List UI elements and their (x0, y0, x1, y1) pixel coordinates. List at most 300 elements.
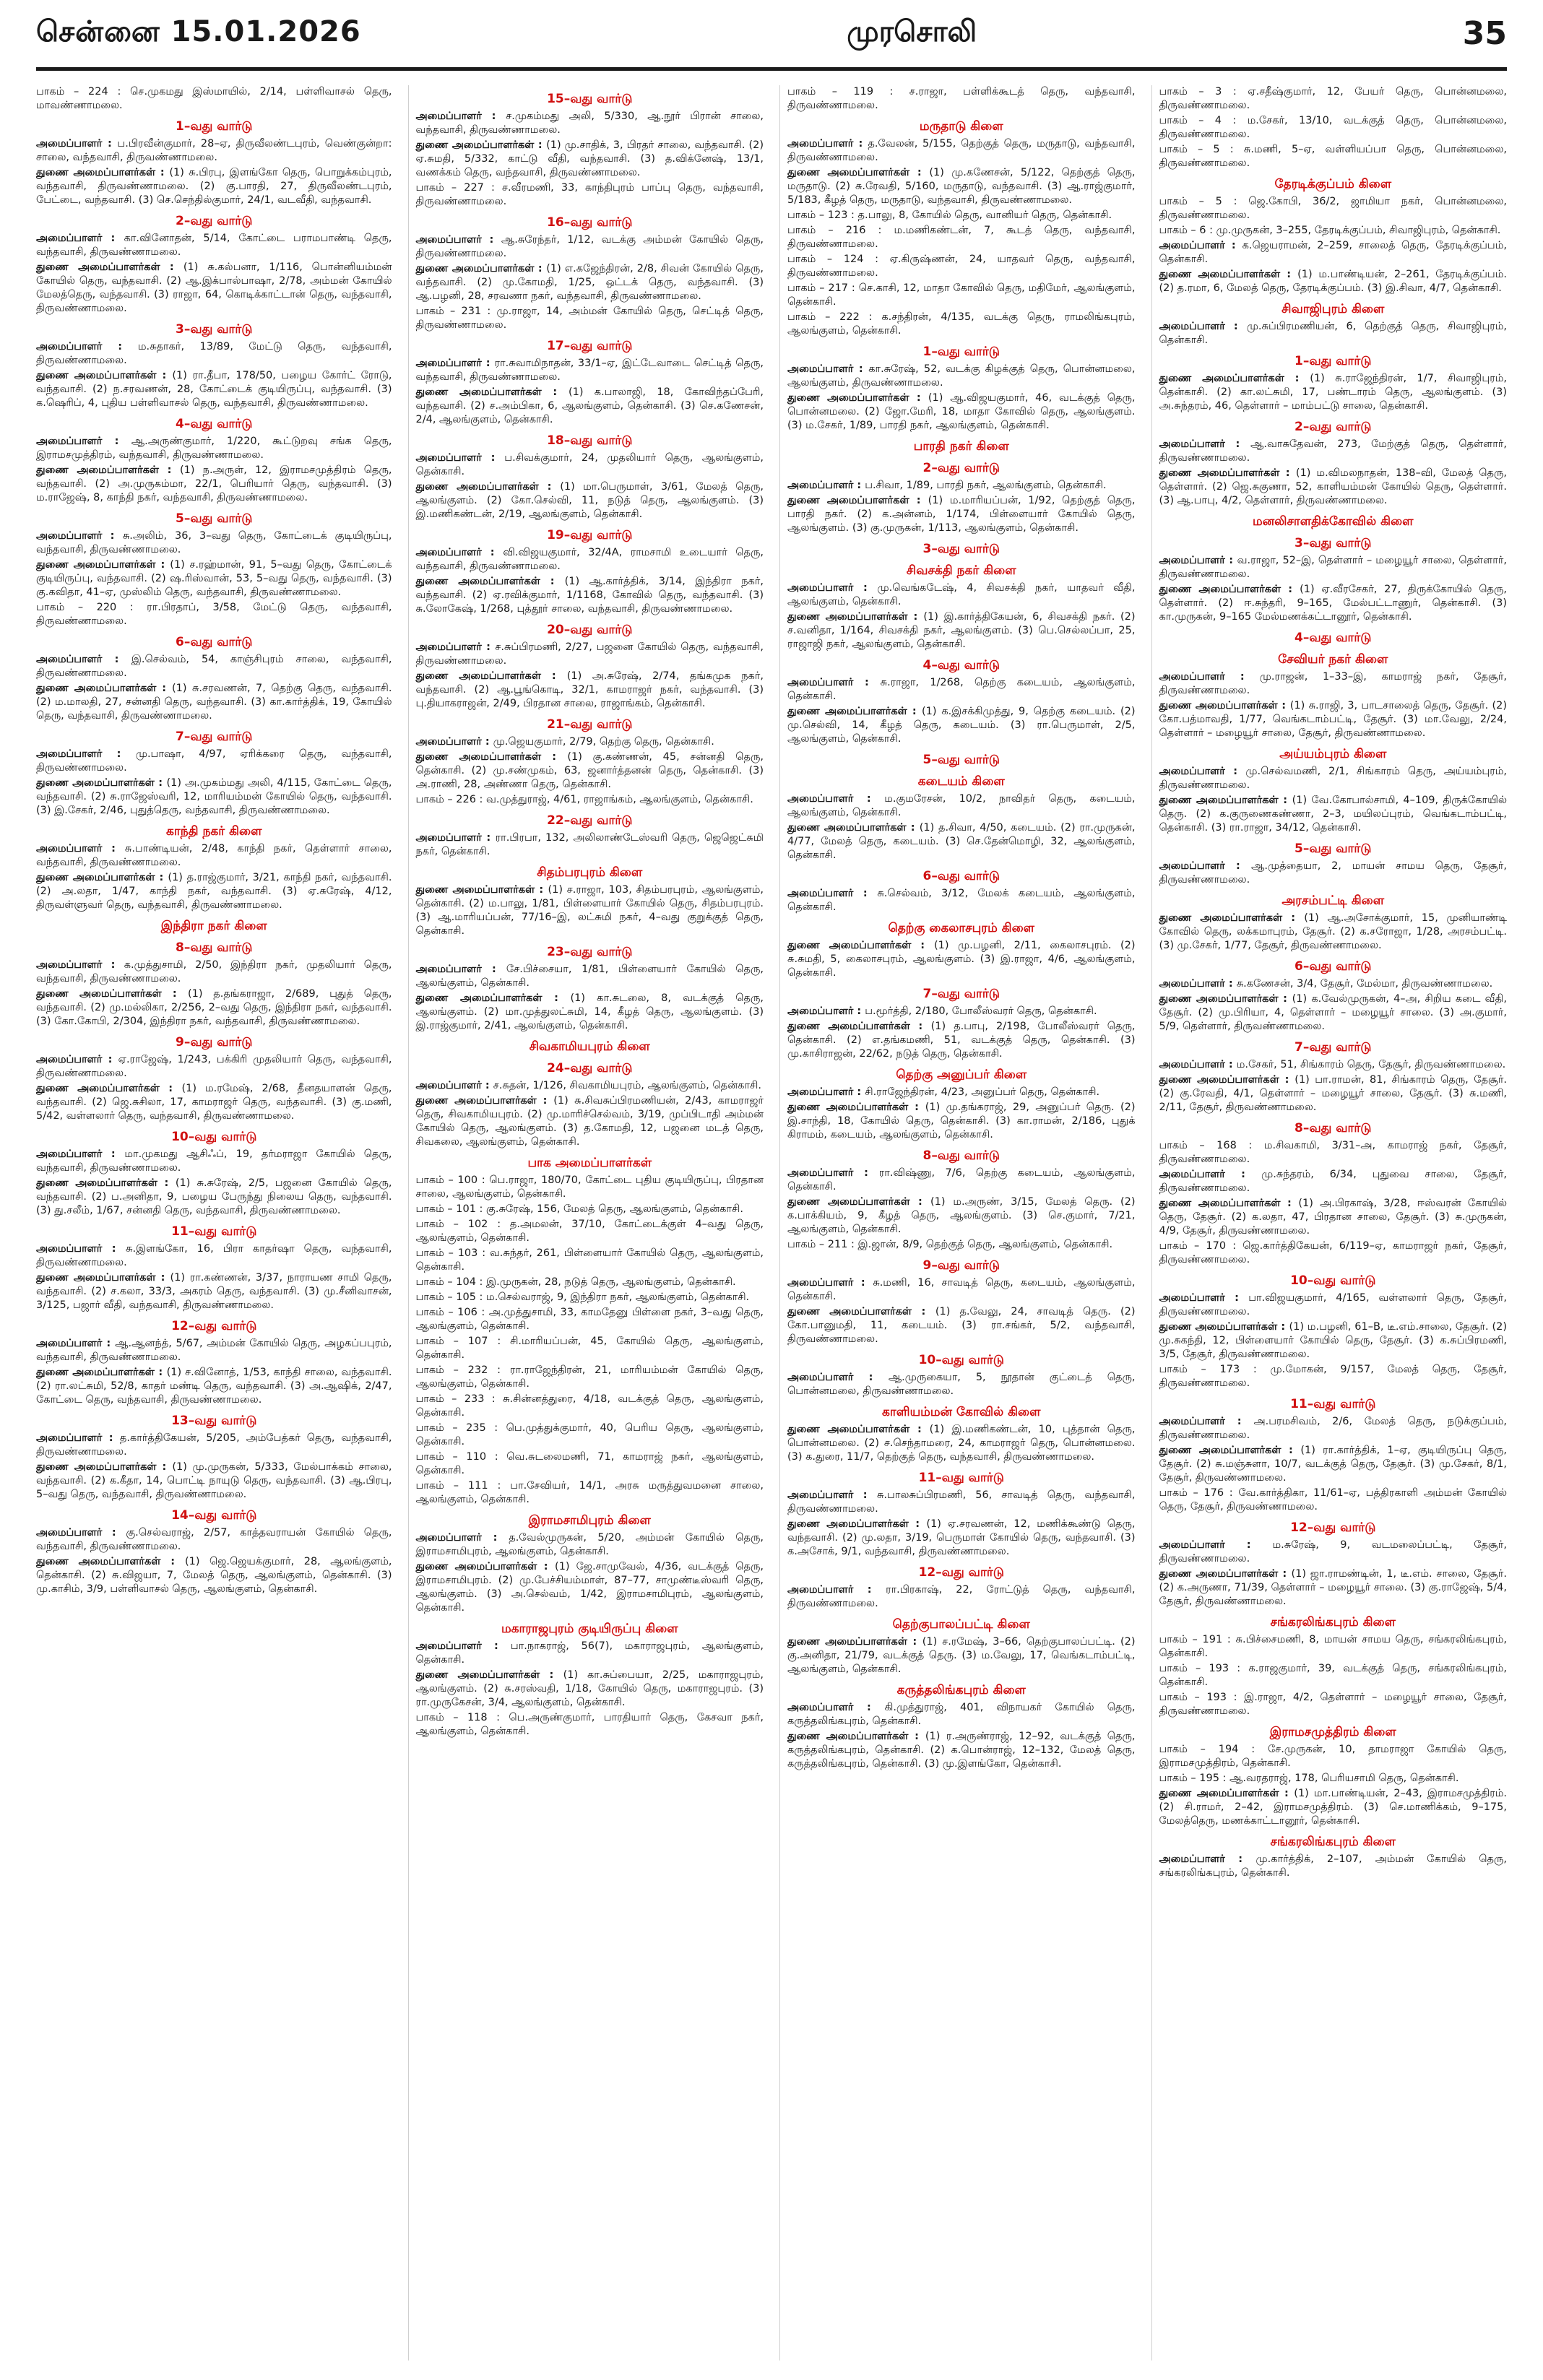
section-heading: 13–வது வார்டு (171, 1414, 257, 1428)
role-label: துணை அமைப்பாளர்கள் : (787, 1518, 927, 1530)
role-label: அமைப்பாளர் : (36, 654, 131, 665)
deputy-organizers-entry (36, 871, 392, 912)
entry-text: பாகம் – 106 : அ.முத்துசாமி, 33, காமதேனு பிள்ளை நகர், 3–வது தெரு, ஆலங்குளம், தென்காசி. (415, 1307, 764, 1332)
role-label: அமைப்பாளர் : (1159, 321, 1247, 332)
listing-block (36, 85, 392, 207)
listing-block (787, 1067, 1136, 1142)
entry-text: பாகம் – 217 : செ.காசி, 12, மாதா கோவில் தெரு, மதிமேர், ஆலங்குளம், தென்காசி. (787, 282, 1136, 308)
listing-block (787, 1470, 1136, 1559)
entry-text: பாகம் – 173 : மு.மோகன், 9/157, மேலத் தெரு, தேசூர், திருவண்ணாமலை. (1159, 1364, 1507, 1389)
booth-entry (36, 85, 392, 113)
deputy-organizers-entry (416, 139, 764, 180)
entry-text: பாகம் – 3 : ஏ.சதீஷ்குமார், 12, பேயர் தெரு, பொன்னமலை, திருவண்ணாமலை. (1159, 86, 1507, 111)
organizer-entry (36, 137, 392, 165)
deputy-organizers-entry (416, 750, 764, 792)
organizer-entry (36, 653, 392, 680)
section-heading: பாரதி நகர் கிளை (913, 439, 1009, 454)
article-columns (36, 85, 1507, 2360)
entry-text: சு.ராஜா, 1/268, தெற்கு கடையம், ஆலங்குளம், தென்காசி. (787, 677, 1136, 702)
booth-entry (787, 253, 1136, 280)
organizer-entry (787, 676, 1136, 704)
deputy-organizers-entry (787, 1730, 1136, 1771)
entry-text: பாகம் – 191 : சு.பிச்சைமணி, 8, மாயன் சாமய தெரு, சங்கரலிங்கபுரம், தென்காசி. (1159, 1634, 1507, 1659)
entry-text: சு.மணி, 16, சாவடித் தெரு, கடையம், ஆலங்குளம், தென்காசி. (787, 1277, 1136, 1302)
organizer-entry (36, 842, 392, 870)
listing-block (416, 1513, 764, 1615)
deputy-organizers-entry (1159, 467, 1508, 508)
section-heading: மகாராஜபுரம் குடியிருப்பு கிளை (501, 1622, 678, 1636)
entry-text: (1) க.இசக்கிமுத்து, 9, தெற்கு கடையம். (2) மு.செல்வி, 14, கீழத் தெரு, கடையம். (3) ரா.பெருமாள், 2/5, ஆலங்குளம், தென்காசி. (787, 706, 1136, 745)
organizer-entry (787, 363, 1136, 390)
section-heading: 17–வது வார்டு (547, 339, 633, 353)
section-heading: 2–வது வார்டு (1295, 420, 1372, 434)
deputy-organizers-entry (36, 776, 392, 818)
entry-text: (1) த.ராஜ்குமார், 3/21, காந்தி நகர், வந்தவாசி. (2) அ.லதா, 1/47, காந்தி நகர், வந்தவாசி. (3) ஏ.சுரேஷ், 4/12, திருவள்ளுவர் தெரு, வந்தவாசி, திருவண்ணாமலை. (36, 872, 392, 911)
role-label: துணை அமைப்பாளர்கள் : (787, 611, 924, 623)
entry-text: மா.முகமது ஆசிஃப், 19, தர்மராஜா கோயில் தெரு, வந்தவாசி, திருவண்ணாமலை. (36, 1148, 392, 1174)
organizer-entry (36, 232, 392, 259)
entry-text: பாகம் – 220 : ரா.பிரதாப், 3/58, மேட்டு தெரு, வந்தவாசி, திருவண்ணாமலை. (36, 602, 392, 627)
listing-block (1159, 1120, 1508, 1267)
role-label: அமைப்பாளர் : (415, 1080, 493, 1091)
role-label: துணை அமைப்பாளர்கள் : (787, 167, 930, 178)
role-label: துணை அமைப்பாளர்கள் : (36, 559, 170, 571)
listing-block (787, 1682, 1136, 1771)
entry-text: பாகம் – 5 : சு.மணி, 5–ஏ, வள்ளியப்பா தெரு, பொன்னமலை, திருவண்ணாமலை. (1159, 144, 1507, 169)
booth-entry (416, 1393, 764, 1420)
booth-entry (1159, 1363, 1508, 1390)
entry-text: ரா.பிரகாஷ், 22, ரோட்டுத் தெரு, வந்தவாசி, திருவண்ணாமலை. (787, 1584, 1136, 1609)
deputy-organizers-entry (1159, 1073, 1508, 1115)
dateline: சென்னை 15.01.2026 (36, 15, 361, 48)
section-heading: சிவசக்தி நகர் கிளை (906, 563, 1016, 578)
entry-text: (1) எ.கஜேந்திரன், 2/8, சிவன் கோயில் தெரு, வந்தவாசி. (2) மு.கோமதி, 1/25, ஒட்டக் தெரு, வந்தவாசி. (3) ஆ.பழனி, 28, சரவணா நகர், வந்தவாசி, திருவண்ணாமலை. (415, 263, 764, 302)
entry-text: பா.நாகராஜ், 56(7), மகாராஜபுரம், ஆலங்குளம், தென்காசி. (415, 1640, 764, 1666)
section-heading: 23–வது வார்டு (547, 945, 633, 959)
role-label: துணை அமைப்பாளர்கள் : (787, 1102, 925, 1113)
entry-text: பாகம் – 232 : ரா.ராஜேந்திரன், 21, மாரியம்மன் கோயில் தெரு, ஆலங்குளம், தென்காசி. (415, 1364, 764, 1390)
section-heading: 22–வது வார்டு (547, 813, 633, 828)
listing-block (416, 1155, 764, 1507)
entry-text: (1) ம.அருண், 3/15, மேலத் தெரு. (2) க.பாக்கியம், 9, கீழத் தெரு, ஆலங்குளம். (3) செ.குமார், 7/21, ஆலங்குளம், தென்காசி. (787, 1196, 1136, 1235)
deputy-organizers-entry (416, 575, 764, 616)
section-heading: சிதம்பரபுரம் கிளை (537, 865, 643, 880)
entry-text: (1) ரா.கண்ணன், 3/37, நாராயண சாமி தெரு, வந்தவாசி. (2) ச.கலா, 33/3, அகரம் தெரு, வந்தவாசி. (3) மு.சீனிவாசன், 3/125, பஜார் வீதி, வந்தவாசி, திருவண்ணாமலை. (36, 1272, 392, 1311)
entry-text: சு.அலிம், 36, 3–வது தெரு, கோட்டைக் குடியிருப்பு, வந்தவாசி, திருவண்ணாமலை. (36, 530, 392, 555)
organizer-entry (787, 581, 1136, 609)
deputy-organizers-entry (787, 1635, 1136, 1676)
role-label: துணை அமைப்பாளர்கள் : (1159, 700, 1290, 711)
listing-block (36, 1318, 392, 1407)
role-label: அமைப்பாளர் : (415, 358, 495, 369)
role-label: அமைப்பாளர் : (787, 582, 878, 594)
entry-text: ஏ.ராஜேஷ், 1/243, பக்கிரி முதலியார் தெரு, வந்தவாசி, திருவண்ணாமலை. (36, 1054, 392, 1079)
listing-block (1159, 1039, 1508, 1115)
listing-block (1159, 85, 1508, 170)
entry-text: ம.சுதாகர், 13/89, மேட்டு தெரு, வந்தவாசி, திருவண்ணாமலை. (36, 341, 392, 366)
entry-text: (1) ம.மாரியப்பன், 1/92, தெற்குத் தெரு, பாரதி நகர். (2) க.அன்னம், 1/174, பிள்ளையார் கோயில் தெரு, ஆலங்குளம். (3) கு.முருகன், 1/113, ஆலங்குளம், தென்காசி. (787, 495, 1136, 534)
deputy-organizers-entry (787, 821, 1136, 862)
listing-block (1159, 176, 1508, 295)
section-heading: சங்கரலிங்கபுரம் கிளை (1270, 1615, 1396, 1630)
listing-block (787, 868, 1136, 980)
organizer-entry (787, 479, 1136, 493)
role-label: அமைப்பாளர் : (787, 1372, 889, 1383)
role-label: அமைப்பாளர் : (415, 111, 506, 122)
role-label: துணை அமைப்பாளர்கள் : (787, 1306, 935, 1317)
entry-text: (1) மா.பாண்டியன், 2–43, இராமசமுத்திரம். (2) சி.ராமர், 2–42, இராமசமுத்திரம். (3) செ.மாணிக்கம், 9–175, மேலத்தெரு, மணக்காட்டானூர், தென்காசி. (1159, 1788, 1507, 1827)
role-label: துணை அமைப்பாளர்கள் : (415, 139, 547, 151)
listing-block (36, 1507, 392, 1596)
masthead (36, 0, 1507, 71)
entry-text: (1) ஆ.விஜயகுமார், 46, வடக்குத் தெரு, பொன்னமலை. (2) ஜோ.மேரி, 18, மாதா கோவில் தெரு, ஆலங்குளம். (3) ம.சேகர், 1/89, பாரதி நகர், ஆலங்குளம், தென்காசி. (787, 392, 1136, 431)
section-heading: 2–வது வார்டு (922, 461, 1000, 475)
listing-block (36, 918, 392, 1029)
column-2 (408, 85, 764, 2360)
deputy-organizers-entry (787, 391, 1136, 433)
listing-block (787, 1258, 1136, 1346)
role-label: அமைப்பாளர் : (415, 547, 503, 558)
listing-block (787, 344, 1136, 433)
deputy-organizers-entry (787, 1518, 1136, 1559)
entry-text: (1) வே.கோபால்சாமி, 4–109, திருக்கோயில் தெரு. (2) க.குருணைகண்ணா, 2–3, மயிலப்புரம், வெங்கடாம்பட்டி, தென்காசி. (3) ரா.ராஜா, 34/12, தென்காசி. (1159, 795, 1507, 834)
role-label: அமைப்பாளர் : (787, 480, 865, 491)
role-label: அமைப்பாளர் : (1159, 1169, 1262, 1180)
organizer-entry (1159, 1415, 1508, 1442)
role-label: அமைப்பாளர் : (787, 1086, 865, 1098)
entry-text: மு.சுந்தரம், 6/34, புதுவை சாலை, தேசூர், திருவண்ணாமலை. (1159, 1169, 1507, 1194)
section-heading: 2–வது வார்டு (176, 214, 253, 228)
booth-entry (416, 793, 764, 807)
booth-entry (787, 1238, 1136, 1252)
entry-text: கு.செல்வராஜ், 2/57, காத்தவராயன் கோயில் தெரு, வந்தவாசி, திருவண்ணாமலை. (36, 1527, 392, 1552)
deputy-organizers-entry (1159, 794, 1508, 835)
entry-text: வ.ராஜா, 52–இ, தெள்ளார் – மழையூர் சாலை, தெள்ளார், திருவண்ணாமலை. (1159, 555, 1507, 580)
listing-block (36, 1034, 392, 1123)
role-label: அமைப்பாளர் : (415, 234, 501, 246)
organizer-entry (36, 1053, 392, 1081)
role-label: அமைப்பாளர் : (1159, 1416, 1254, 1427)
entry-text: (1) சு.ராஜி, 3, பாடசாலைத் தெரு, தேசூர். (2) கோ.பத்மாவதி, 1/77, வெங்கடாம்பட்டி, தேசூர். (3) மா.வேலு, 2/24, தெள்ளார் – மழையூர் சாலை, தேசூர், திருவண்ணாமலை. (1159, 700, 1507, 739)
organizer-entry (787, 137, 1136, 165)
organizer-entry (416, 1079, 764, 1093)
section-heading: காளியம்மன் கோவில் கிளை (882, 1405, 1041, 1419)
entry-text: ம.சுரேஷ், 9, வடமலைப்பட்டி, தேசூர், திருவண்ணாமலை. (1159, 1539, 1507, 1565)
role-label: அமைப்பாளர் : (36, 843, 125, 854)
entry-text: (1) இ.மணிகண்டன், 10, புத்தான் தெரு, பொன்னமலை. (2) ச.செந்தாமரை, 24, காமராஜர் தெரு, பொன்னமலை. (3) க.துரை, 11/7, தெற்குத் தெரு, வந்தவாசி, திருவண்ணாமலை. (787, 1424, 1136, 1463)
deputy-organizers-entry (416, 883, 764, 938)
listing-block (416, 622, 764, 711)
role-label: துணை அமைப்பாளர்கள் : (36, 370, 173, 381)
entry-text: பாகம் – 170 : ஜெ.கார்த்திகேயன், 6/119–ஏ, காமராஜர் நகர், தேசூர், திருவண்ணாமலை. (1159, 1240, 1507, 1265)
entry-text: (1) அ.முகம்மது அலி, 4/115, கோட்டை தெரு, வந்தவாசி. (2) சு.ராஜேஸ்வரி, 12, மாரியம்மன் கோயில் தெரு, வந்தவாசி. (3) இ.சேகர், 2/46, புதுத்தெரு, வந்தவாசி, திருவண்ணாமலை. (36, 777, 392, 816)
listing-block (787, 1352, 1136, 1464)
entry-text: கா.சுரேஷ், 52, வடக்கு கிழக்குத் தெரு, பொன்னமலை, ஆலங்குளம், திருவண்ணாமலை. (787, 363, 1136, 389)
listing-block (1159, 630, 1508, 740)
deputy-organizers-entry (1159, 1444, 1508, 1485)
deputy-organizers-entry (416, 1669, 764, 1710)
entry-text: (1) ம.பாண்டியன், 2–261, தேரடிக்குப்பம். (2) த.ரமா, 6, மேலத் தெரு, தேரடிக்குப்பம். (3) இ.சிவா, 4/7, தென்காசி. (1159, 269, 1507, 294)
deputy-organizers-entry (36, 682, 392, 723)
entry-text: (1) மு.தங்கராஜ், 29, அனுப்பர் தெரு. (2) இ.சாந்தி, 18, கோயில் தெரு, தென்காசி. (3) கா.ராமன், 2/186, புதுக் கிராமம், கடையம், ஆலங்குளம், தென்காசி. (787, 1102, 1136, 1141)
entry-text: பாகம் – 195 : ஆ.வரதராஜ், 178, பெரியசாமி தெரு, தென்காசி. (1159, 1773, 1459, 1784)
role-label: துணை அமைப்பாளர்கள் : (415, 1669, 563, 1681)
role-label: துணை அமைப்பாளர்கள் : (1159, 1198, 1299, 1209)
section-heading: சேவியர் நகர் கிளை (1278, 652, 1388, 667)
role-label: அமைப்பாளர் : (36, 530, 123, 542)
entry-text: (1) ச.ரமேஷ், 3–66, தெற்குபாலப்பட்டி. (2) கு.அனிதா, 21/79, வடக்குத் தெரு. (3) ம.வேலு, 17, வெங்கடாம்பட்டி, ஆலங்குளம், தென்காசி. (787, 1636, 1136, 1675)
entry-text: சு.இளங்கோ, 16, பிரா காதர்ஷா தெரு, வந்தவாசி, திருவண்ணாமலை. (36, 1243, 392, 1268)
organizer-entry (416, 546, 764, 574)
role-label: அமைப்பாளர் : (36, 233, 124, 244)
entry-text: பாகம் – 235 : பெ.முத்துக்குமார், 40, பெரிய தெரு, ஆலங்குளம், தென்காசி. (415, 1422, 764, 1448)
role-label: துணை அமைப்பாளர்கள் : (36, 167, 170, 178)
role-label: துணை அமைப்பாளர்கள் : (36, 1272, 170, 1284)
entry-text: (1) ச.வினோத், 1/53, காந்தி சாலை, வந்தவாசி. (2) ரா.லட்சுமி, 52/8, காதர் மண்டி தெரு, வந்தவாசி. (3) அ.ஆஷிக், 2/47, கோட்டை தெரு, வந்தவாசி, திருவண்ணாமலை. (36, 1367, 392, 1406)
entry-text: (1) ரா.கார்த்திக், 1–ஏ, குடியிருப்பு தெரு, தேசூர். (2) சு.மஞ்சுளா, 10/7, வடக்குத் தெரு, தேசூர். (3) மு.சேகர், 8/1, தேசூர், திருவண்ணாமலை. (1159, 1445, 1507, 1484)
role-label: அமைப்பாளர் : (415, 1532, 509, 1544)
section-heading: 9–வது வார்டு (176, 1035, 253, 1050)
role-label: துணை அமைப்பாளர்கள் : (36, 261, 183, 273)
entry-text: பாகம் – 227 : ச.வீரமணி, 33, காந்திபுரம் பாப்பு தெரு, வந்தவாசி, திருவண்ணாமலை. (415, 182, 764, 207)
deputy-organizers-entry (1159, 1197, 1508, 1238)
role-label: துணை அமைப்பாளர்கள் : (415, 670, 567, 682)
role-label: துணை அமைப்பாளர்கள் : (415, 386, 569, 398)
section-heading: 15–வது வார்டு (547, 92, 633, 106)
role-label: துணை அமைப்பாளர்கள் : (1159, 795, 1292, 806)
deputy-organizers-entry (1159, 268, 1508, 295)
entry-text: ஆ.ஆனந்த், 5/67, அம்மன் கோயில் தெரு, அழகப்பபுரம், வந்தவாசி, திருவண்ணாமலை. (36, 1338, 392, 1363)
role-label: துணை அமைப்பாளர்கள் : (415, 481, 561, 493)
section-heading: 12–வது வார்டு (171, 1319, 257, 1333)
organizer-entry (1159, 670, 1508, 698)
organizer-entry (416, 451, 764, 479)
listing-block (1159, 1724, 1508, 1828)
entry-text: (1) சு.சுரேஷ், 2/5, பஜனை கோயில் தெரு, வந்தவாசி. (2) ப.அனிதா, 9, பழைய பேருந்து நிலைய தெரு, வந்தவாசி. (3) து.சலீம், 1/67, சன்னதி தெரு, வந்தவாசி, திருவண்ணாமலை. (36, 1177, 392, 1216)
entry-text: மு.பாஷா, 4/97, ஏரிக்கரை தெரு, வந்தவாசி, திருவண்ணாமலை. (36, 748, 392, 774)
section-heading: பாக அமைப்பாளர்கள் (527, 1156, 652, 1170)
entry-text: (1) மு.சாதிக், 3, பிரதர் சாலை, வந்தவாசி. (2) ஏ.சுமதி, 5/332, காட்டு வீதி, வந்தவாசி. (3) த.விக்னேஷ், 13/1, வணக்கம் தெரு, வந்தவாசி, திருவண்ணாமலை. (415, 139, 764, 178)
section-heading: 7–வது வார்டு (176, 730, 253, 744)
role-label: துணை அமைப்பாளர்கள் : (36, 1461, 173, 1473)
listing-block (1159, 1834, 1508, 1880)
entry-text: பாகம் – 233 : சு.சின்னத்துரை, 4/18, வடக்குத் தெரு, ஆலங்குளம், தென்காசி. (415, 1393, 764, 1419)
role-label: துணை அமைப்பாளர்கள் : (787, 392, 928, 404)
deputy-organizers-entry (36, 1082, 392, 1123)
organizer-entry (36, 340, 392, 368)
section-heading: மனலிசாளதிக்கோவில் கிளை (1253, 514, 1414, 529)
role-label: அமைப்பாளர் : (415, 452, 505, 464)
booth-entry (416, 1335, 764, 1362)
section-heading: 4–வது வார்டு (1295, 631, 1372, 645)
role-label: துணை அமைப்பாளர்கள் : (36, 1177, 176, 1189)
deputy-organizers-entry (36, 1177, 392, 1218)
entry-text: பாகம் – 110 : வெ.சுடலைமணி, 71, காமராஜ் நகர், ஆலங்குளம், தென்காசி. (415, 1451, 764, 1476)
entry-text: மு.செல்வமணி, 2/1, சிங்காரம் தெரு, அய்யம்புரம், திருவண்ணாமலை. (1159, 766, 1507, 791)
section-heading: 10–வது வார்டு (918, 1353, 1004, 1367)
entry-text: ப.பிரவீன்குமார், 28–ஏ, திருவீலண்டபுரம், வெண்குன்றா: சாலை, வந்தவாசி, திருவண்ணாமலை. (36, 138, 392, 163)
entry-text: (1) ஜெ.ஜெயக்குமார், 28, ஆலங்குளம், தென்காசி. (2) சு.விஜயா, 7, மேலத் தெரு, ஆலங்குளம், தென்காசி. (3) மு.காசிம், 3/9, பள்ளிவாசல் தெரு, ஆலங்குளம், தென்காசி. (36, 1556, 392, 1595)
entry-text: (1) த.சிவா, 4/50, கடையம். (2) ரா.முருகன், 4/77, மேலத் தெரு, கடையம். (3) செ.தேன்மொழி, 32, ஆலங்குளம், தென்காசி. (787, 822, 1136, 861)
section-heading: 1–வது வார்டு (1295, 354, 1372, 368)
organizer-entry (36, 748, 392, 775)
listing-block (787, 438, 1136, 535)
deputy-organizers-entry (416, 670, 764, 711)
role-label: துணை அமைப்பாளர்கள் : (1159, 269, 1298, 280)
entry-text: ரா.சுவாமிநாதன், 33/1–ஏ, இட்டேவாடை செட்டித் தெரு, வந்தவாசி, திருவண்ணாமலை. (415, 358, 764, 383)
page-number: 35 (1462, 15, 1507, 52)
booth-entry (416, 1203, 764, 1216)
section-heading: 8–வது வார்டு (1295, 1121, 1372, 1135)
role-label: அமைப்பாளர் : (787, 793, 885, 805)
entry-text: ச.முகம்மது அலி, 5/330, ஆ.நூர் பிரான் சாலை, வந்தவாசி, திருவண்ணாமலை. (415, 111, 764, 136)
role-label: துணை அமைப்பாளர்கள் : (1159, 1445, 1301, 1456)
entry-text: பா.விஜயகுமார், 4/165, வள்ளலார் தெரு, தேசூர், திருவண்ணாமலை. (1159, 1292, 1507, 1317)
organizer-entry (416, 1640, 764, 1667)
role-label: அமைப்பாளர் : (1159, 860, 1252, 872)
booth-entry (787, 224, 1136, 251)
role-label: துணை அமைப்பாளர்கள் : (415, 1095, 554, 1107)
organizer-entry (1159, 438, 1508, 465)
booth-entry (36, 601, 392, 628)
entry-text: பாகம் – 168 : ம.சிவகாமி, 3/31–அ, காமராஜ் நகர், தேசூர், திருவண்ணாமலை. (1159, 1140, 1507, 1165)
deputy-organizers-entry (787, 610, 1136, 652)
booth-entry (416, 1218, 764, 1245)
entry-text: ம.சேகர், 51, சிங்காரம் தெரு, தேசூர், திருவண்ணாமலை. (1236, 1059, 1506, 1070)
section-heading: 12–வது வார்டு (918, 1565, 1004, 1580)
entry-text: பாகம் – 105 : ம.செல்வராஜ், 9, இந்திரா நகர், ஆலங்குளம், தென்காசி. (415, 1291, 750, 1303)
booth-entry (1159, 224, 1508, 238)
booth-entry (787, 282, 1136, 309)
deputy-organizers-entry (416, 480, 764, 522)
section-heading: அய்யம்புரம் கிளை (1279, 747, 1387, 761)
role-label: துணை அமைப்பாளர்கள் : (1159, 1788, 1295, 1799)
entry-text: மு.கார்த்திக், 2–107, அம்மன் கோயில் தெரு, சங்கரலிங்கபுரம், தென்காசி. (1159, 1853, 1507, 1879)
role-label: அமைப்பாளர் : (36, 341, 138, 352)
role-label: துணை அமைப்பாளர்கள் : (415, 751, 568, 763)
deputy-organizers-entry (787, 1195, 1136, 1237)
entry-text: ம.குமரேசன், 10/2, நாவிதர் தெரு, கடையம், ஆலங்குளம், தென்காசி. (787, 793, 1136, 818)
booth-entry (1159, 1743, 1508, 1770)
section-heading: 6–வது வார்டு (1295, 959, 1372, 974)
section-heading: 24–வது வார்டு (547, 1061, 633, 1076)
deputy-organizers-entry (787, 1020, 1136, 1061)
role-label: அமைப்பாளர் : (36, 436, 131, 447)
booth-entry (1159, 1487, 1508, 1514)
deputy-organizers-entry (787, 1101, 1136, 1142)
entry-text: வி.விஜயகுமார், 32/4A, ராமசாமி உடையார் தெரு, வந்தவாசி, திருவண்ணாமலை. (415, 547, 764, 572)
organizer-entry (416, 233, 764, 261)
role-label: துணை அமைப்பாளர்கள் : (36, 1083, 182, 1094)
listing-block (1159, 746, 1508, 835)
entry-text: (1) ம.ரமேஷ், 2/68, தீனதயாளன் தெரு, வந்தவாசி. (2) ஜெ.சுசிலா, 17, காமராஜர் தெரு, வந்தவாசி. (3) கு.மணி, 5/42, வள்ளலார் தெரு, வந்தவாசி, திருவண்ணாமலை. (36, 1083, 392, 1122)
entry-text: த.கார்த்திகேயன், 5/205, அம்பேத்கர் தெரு, வந்தவாசி, திருவண்ணாமலை. (36, 1432, 392, 1458)
entry-text: பாகம் – 194 : சே.முருகன், 10, தாமராஜா கோயில் தெரு, இராமசமுத்திரம், தென்காசி. (1159, 1744, 1507, 1769)
entry-text: இ.செல்வம், 54, காஞ்சிபுரம் சாலை, வந்தவாசி, திருவண்ணாமலை. (36, 654, 392, 679)
entry-text: பாகம் – 222 : க.சந்திரன், 4/135, வடக்கு தெரு, ராமலிங்கபுரம், ஆலங்குளம், தென்காசி. (787, 311, 1136, 337)
entry-text: (1) ர.அருண்ராஜ், 12–92, வடக்குத் தெரு, கருத்தலிங்கபுரம், தென்காசி. (2) க.பொன்ராஜ், 12–132, மேலத் தெரு, கருத்தலிங்கபுரம், தென்காசி. (3) மு.இளங்கோ, தென்காசி. (787, 1731, 1136, 1770)
role-label: அமைப்பாளர் : (36, 748, 136, 760)
entry-text: பாகம் – 176 : வே.கார்த்திகா, 11/61–ஏ, பத்திரகாளி அம்மன் கோயில் தெரு, தேசூர், திருவண்ணாமலை. (1159, 1487, 1507, 1513)
section-heading: சிவாஜிபுரம் கிளை (1281, 302, 1385, 316)
organizer-entry (36, 959, 392, 986)
entry-text: பாகம் – 224 : செ.முகமது இஸ்மாயில், 2/14, பள்ளிவாசல் தெரு, மாவண்ணாமலை. (36, 86, 392, 111)
role-label: துணை அமைப்பாளர்கள் : (787, 1636, 922, 1648)
role-label: துணை அமைப்பாளர்கள் : (36, 988, 188, 1000)
section-heading: கருத்தலிங்கபுரம் கிளை (896, 1683, 1026, 1697)
booth-entry (787, 85, 1136, 113)
deputy-organizers-entry (1159, 1320, 1508, 1362)
section-heading: தேரடிக்குப்பம் கிளை (1274, 177, 1392, 191)
section-heading: 12–வது வார்டு (1290, 1520, 1376, 1535)
deputy-organizers-entry (1159, 583, 1508, 624)
role-label: அமைப்பாளர் : (787, 888, 878, 899)
entry-text: பாகம் – 102 : த.அமலன், 37/10, கோட்டைக்குள் 4–வது தெரு, ஆலங்குளம், தென்காசி. (415, 1219, 764, 1244)
entry-text: ப.மூர்த்தி, 2/180, போலீஸ்வரர் தெரு, தென்காசி. (865, 1005, 1097, 1017)
listing-block (416, 433, 764, 522)
entry-text: சு.செல்வம், 3/12, மேலக் கடையம், ஆலங்குளம், தென்காசி. (787, 888, 1136, 913)
role-label: அமைப்பாளர் : (787, 1702, 885, 1713)
section-heading: 19–வது வார்டு (547, 528, 633, 542)
entry-text: (1) மா.பெருமாள், 3/61, மேலத் தெரு, ஆலங்குளம். (2) கோ.செல்வி, 11, நடுத் தெரு, ஆலங்குளம். (3) இ.மணிகண்டன், 2/19, ஆலங்குளம், தென்காசி. (415, 481, 764, 520)
entry-text: (1) சு.சிவசுப்பிரமணியன், 2/43, காமராஜர் தெரு, சிவகாமியபுரம். (2) மு.மாரிச்செல்வம், 3/19, முப்பிடாதி அம்மன் கோயில் தெரு, ஆலங்குளம். (3) த.கோமதி, 12, பஜனை மடத் தெரு, சிவகலை, ஆலங்குளம், தென்காசி. (415, 1095, 764, 1148)
deputy-organizers-entry (1159, 1567, 1508, 1609)
listing-block (36, 1129, 392, 1218)
section-heading: சங்கரலிங்கபுரம் கிளை (1270, 1835, 1396, 1849)
entry-text: க.ஜெயராமன், 2–259, சாலைத் தெரு, தேரடிக்குப்பம், தென்காசி. (1159, 240, 1507, 265)
deputy-organizers-entry (416, 386, 764, 427)
booth-entry (787, 209, 1136, 222)
role-label: அமைப்பாளர் : (1159, 1292, 1249, 1304)
listing-block (416, 1621, 764, 1739)
deputy-organizers-entry (36, 369, 392, 410)
deputy-organizers-entry (36, 558, 392, 600)
role-label: அமைப்பாளர் : (36, 1432, 120, 1444)
role-label: துணை அமைப்பாளர்கள் : (36, 872, 168, 883)
section-heading: கடையம் கிளை (917, 774, 1005, 789)
listing-block (36, 511, 392, 628)
entry-text: ரா.பிரபா, 132, அலிலாண்டேஸ்வரி தெரு, ஜெஜெட்சுமி நகர், தென்காசி. (415, 832, 764, 857)
entry-text: த.வேல்முருகன், 5/20, அம்மன் கோயில் தெரு, இராமசாமிபுரம், ஆலங்குளம், தென்காசி. (415, 1532, 764, 1557)
role-label: துணை அமைப்பாளர்கள் : (1159, 373, 1310, 384)
role-label: அமைப்பாளர் : (36, 959, 124, 971)
newspaper-title: முரசொலி (847, 15, 977, 48)
entry-text: (1) அ.பிரகாஷ், 3/28, ஈஸ்வரன் கோயில் தெரு, தேசூர். (2) க.லதா, 47, பிரதான சாலை, தேசூர். (3) சு.முருகன், 4/9, தேசூர், திருவண்ணாமலை. (1159, 1198, 1507, 1237)
deputy-organizers-entry (1159, 699, 1508, 740)
organizer-entry (787, 887, 1136, 914)
listing-block (1159, 301, 1508, 413)
section-heading: 3–வது வார்டு (1295, 536, 1372, 550)
entry-text: (1) கா.சுப்பையா, 2/25, மகாராஜபுரம், ஆலங்குளம். (2) சு.சரஸ்வதி, 1/18, கோயில் தெரு, மகாராஜபுரம். (3) ரா.முருகேசன், 3/4, ஆலங்குளம், தென்காசி. (415, 1669, 764, 1708)
entry-text: (1) ம.விமலநாதன், 138–வி, மேலத் தெரு, தெள்ளார். (2) ஜெ.சுகுணா, 52, காளியம்மன் கோயில் தெரு, தெள்ளார். (3) ஆ.பாபு, 4/2, தெள்ளார், திருவண்ணாமலை. (1159, 467, 1507, 506)
entry-text: மு.சுப்பிரமணியன், 6, தெற்குத் தெரு, சிவாஜிபுரம், தென்காசி. (1159, 321, 1507, 346)
booth-entry (1159, 143, 1508, 170)
entry-text: ஆ.முருகையா, 5, நூதான் குட்டைத் தெரு, பொன்னமலை, திருவண்ணாமலை. (787, 1372, 1136, 1397)
entry-text: ஆ.வாசுதேவன், 273, மேற்குத் தெரு, தெள்ளார், திருவண்ணாமலை. (1159, 438, 1507, 464)
booth-entry (787, 311, 1136, 338)
entry-text: த.வேலன், 5/155, தெற்குத் தெரு, மருதாடு, வந்தவாசி, திருவண்ணாமலை. (787, 138, 1136, 163)
entry-text: மு.ராஜன், 1–33–இ, காமராஜ் நகர், தேசூர், திருவண்ணாமலை. (1159, 671, 1507, 696)
booth-entry (416, 1479, 764, 1507)
entry-text: (1) ந.அருள், 12, இராமசமுத்திரம் தெரு, வந்தவாசி. (2) அ.முருகம்மா, 22/1, பெரியார் தெரு, வந்தவாசி. (3) ம.ராஜேஷ், 8, காந்தி நகர், வந்தவாசி, திருவண்ணாமலை. (36, 464, 392, 503)
entry-text: ச.சுப்பிரமணி, 2/27, பஜனை கோயில் தெரு, வந்தவாசி, திருவண்ணாமலை. (415, 641, 764, 667)
role-label: துணை அமைப்பாளர்கள் : (1159, 912, 1305, 924)
section-heading: 11–வது வார்டு (1290, 1397, 1376, 1411)
booth-entry (1159, 1662, 1508, 1689)
organizer-entry (787, 1086, 1136, 1099)
deputy-organizers-entry (416, 1094, 764, 1149)
role-label: துணை அமைப்பாளர்கள் : (36, 777, 167, 789)
